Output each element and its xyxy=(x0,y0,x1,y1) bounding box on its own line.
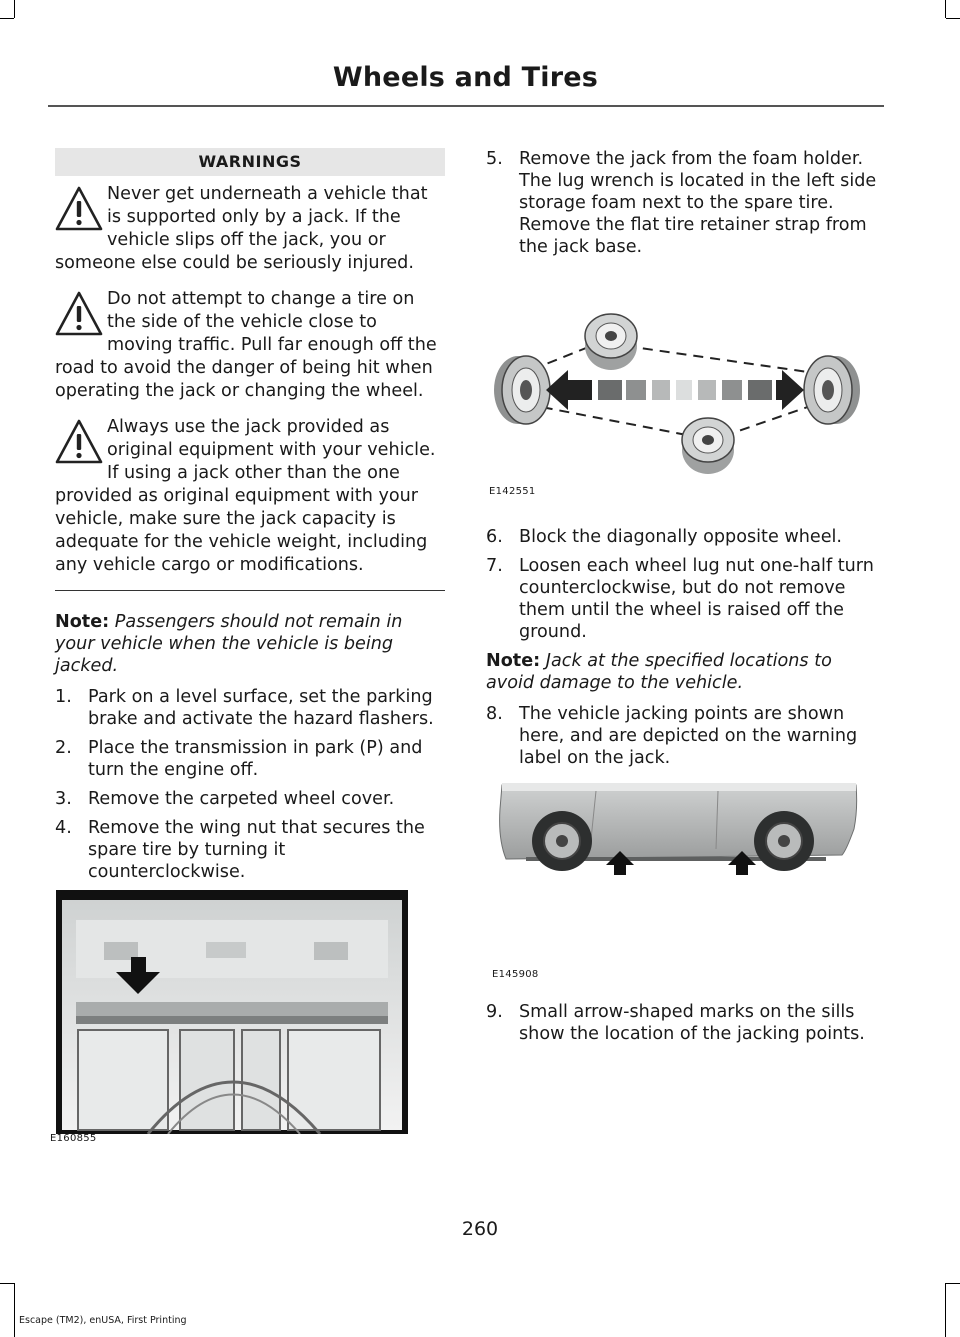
figure-code: E160855 xyxy=(50,1133,97,1144)
step-text: Place the transmission in park (P) and turn the engine off. xyxy=(88,738,423,780)
warnings-divider xyxy=(55,590,445,591)
crop-mark xyxy=(946,18,960,19)
right-column xyxy=(486,148,882,1052)
note-label: Note: xyxy=(486,651,541,671)
tire-left xyxy=(494,356,550,424)
figure-code: E142551 xyxy=(489,486,536,497)
tire-right xyxy=(804,356,860,424)
tire-rotation-figure xyxy=(486,278,882,526)
note xyxy=(486,650,882,694)
crop-mark xyxy=(0,1283,14,1284)
step-item xyxy=(486,555,882,643)
step-text: Park on a level surface, set the parking brake and activate the hazard flashers. xyxy=(88,687,434,729)
page-number: 260 xyxy=(461,1218,499,1240)
warnings-heading: WARNINGS xyxy=(55,148,445,176)
rear-wheel xyxy=(754,811,814,871)
figure-code: E145908 xyxy=(492,969,539,980)
step-item xyxy=(55,817,445,883)
warning-text: Do not attempt to change a tire on the side of the vehicle close to moving traffic. Pull far enough off the road to avoid the danger of being hit when operating the jack or changing the wheel. xyxy=(55,289,437,401)
jacking-points-figure xyxy=(486,779,882,1001)
warning-triangle-icon xyxy=(55,185,103,233)
crop-mark xyxy=(945,1283,946,1337)
step-text: Small arrow-shaped marks on the sills show the location of the jacking points. xyxy=(519,1002,865,1044)
footer: Escape (TM2), enUSA, First Printing xyxy=(19,1315,187,1326)
step-number: 7. xyxy=(486,556,503,576)
note-text: Passengers should not remain in your vehicle when the vehicle is being jacked. xyxy=(55,612,403,676)
spare-tire-illustration xyxy=(56,890,408,1134)
step-item xyxy=(486,1001,882,1045)
step-number: 4. xyxy=(55,818,72,838)
front-wheel xyxy=(532,811,592,871)
step-text: Remove the jack from the foam holder. The lug wrench is located in the left side storage foam next to the spare tire. Remove the flat tire retainer strap from the jack base. xyxy=(519,149,877,257)
warning-item xyxy=(55,183,445,275)
step-number: 1. xyxy=(55,687,72,707)
step-number: 3. xyxy=(55,789,72,809)
note-label: Note: xyxy=(55,612,110,632)
vehicle-illustration xyxy=(486,779,882,979)
step-item xyxy=(55,788,445,810)
left-column xyxy=(50,148,445,1150)
step-number: 2. xyxy=(55,738,72,758)
step-item xyxy=(486,148,882,258)
step-text: The vehicle jacking points are shown here, and are depicted on the warning label on the jack. xyxy=(519,704,858,768)
warning-text: Always use the jack provided as original equipment with your vehicle. If using a jack other than the one provided as original equipment with your vehicle, make sure the jack capacity is adequate for the vehicle weight, including any vehicle cargo or modifications. xyxy=(55,417,436,575)
step-item xyxy=(486,526,882,548)
note xyxy=(55,611,445,677)
warning-item xyxy=(55,416,445,577)
crop-mark xyxy=(946,1283,960,1284)
tire-bottom xyxy=(682,418,734,474)
crop-mark xyxy=(945,0,946,18)
step-item xyxy=(55,737,445,781)
warning-triangle-icon xyxy=(55,418,103,466)
step-text: Remove the carpeted wheel cover. xyxy=(88,789,395,809)
warning-item xyxy=(55,288,445,403)
warning-triangle-icon xyxy=(55,290,103,338)
step-number: 5. xyxy=(486,149,503,169)
tires-illustration xyxy=(486,278,882,508)
crop-mark xyxy=(14,1283,15,1337)
spare-tire-figure xyxy=(50,890,408,1150)
step-number: 9. xyxy=(486,1002,503,1022)
step-text: Remove the wing nut that secures the spare tire by turning it counterclockwise. xyxy=(88,818,425,882)
crop-mark xyxy=(0,18,14,19)
step-item xyxy=(55,686,445,730)
tire-top xyxy=(585,314,637,370)
step-text: Block the diagonally opposite wheel. xyxy=(519,527,843,547)
note-text: Jack at the specified locations to avoid damage to the vehicle. xyxy=(486,651,832,693)
step-number: 6. xyxy=(486,527,503,547)
page-title: Wheels and Tires xyxy=(332,62,598,93)
crop-mark xyxy=(14,0,15,18)
step-item xyxy=(486,703,882,769)
step-number: 8. xyxy=(486,704,503,724)
warning-text: Never get underneath a vehicle that is supported only by a jack. If the vehicle slips off the jack, you or someone else could be seriously injured. xyxy=(55,184,428,273)
step-text: Loosen each wheel lug nut one-half turn counterclockwise, but do not remove them until the wheel is raised off the ground. xyxy=(519,556,874,642)
header-rule xyxy=(48,105,884,107)
